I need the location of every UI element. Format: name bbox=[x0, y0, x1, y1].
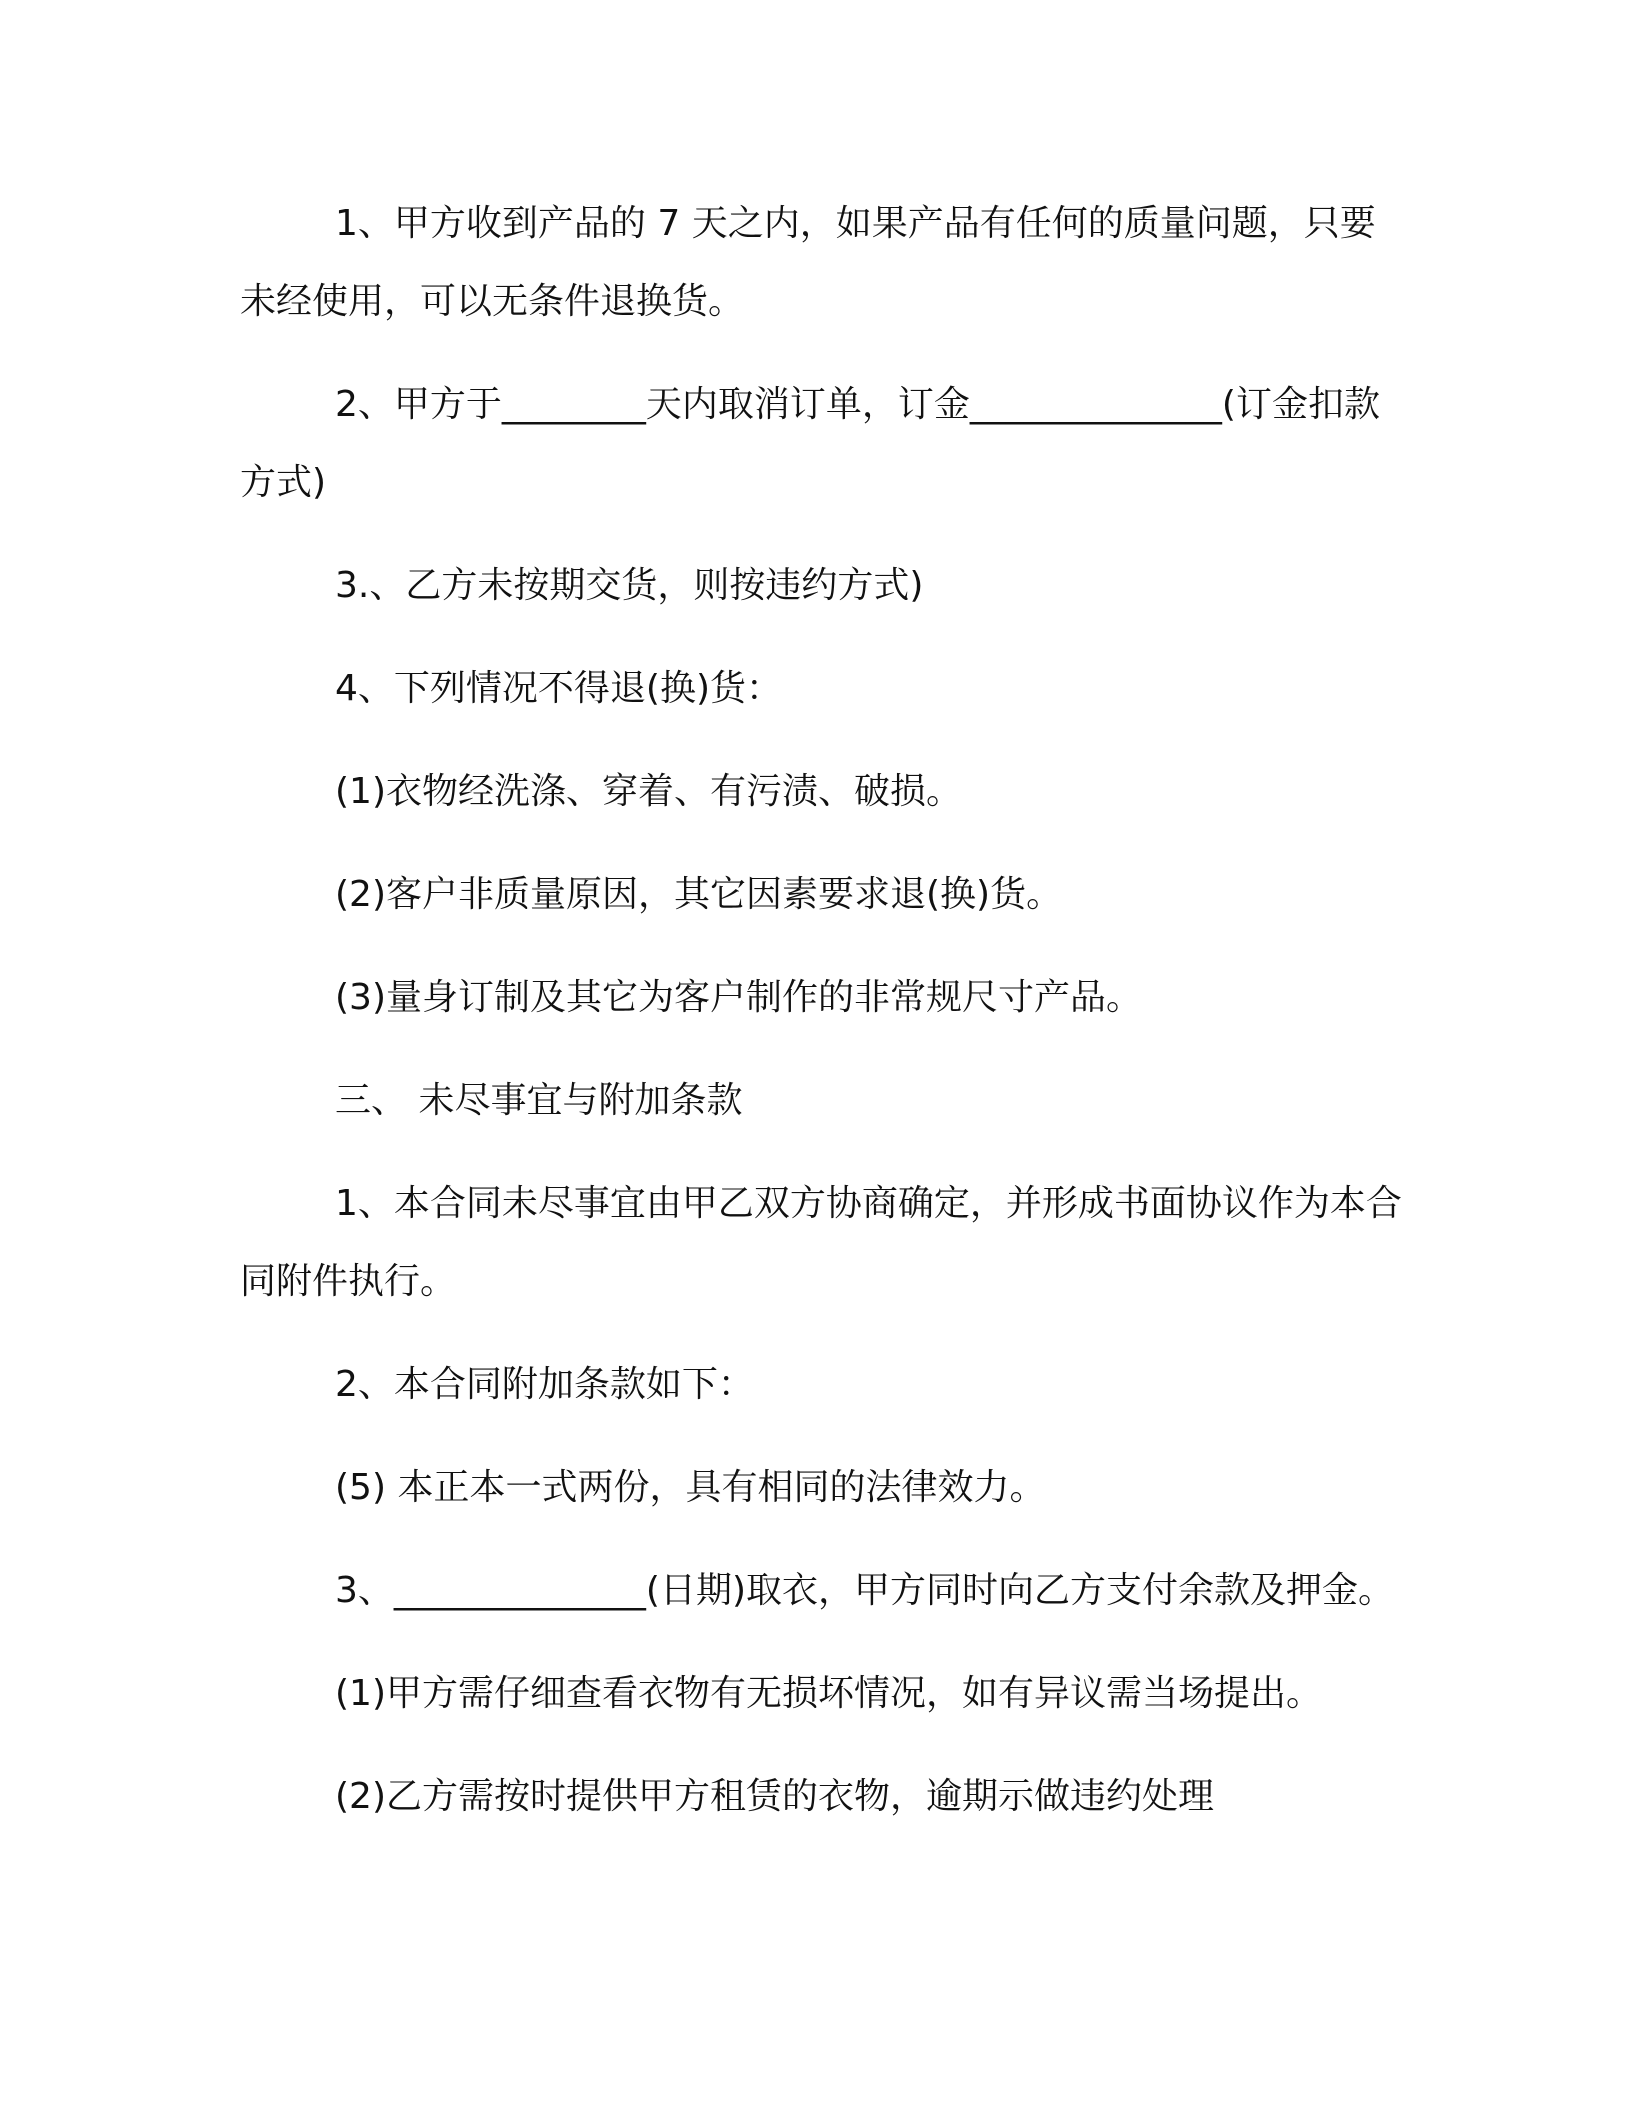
clause-paragraph: 3.、乙方未按期交货，则按违约方式) bbox=[335, 565, 924, 606]
list-item: (1)甲方需仔细查看衣物有无损坏情况，如有异议需当场提出。 bbox=[335, 1673, 1322, 1714]
document-body bbox=[240, 185, 1410, 1861]
clause-paragraph: 2、本合同附加条款如下： bbox=[335, 1364, 754, 1405]
list-item: (5) 本正本一式两份，具有相同的法律效力。 bbox=[335, 1467, 1046, 1508]
list-item: (2)乙方需按时提供甲方租赁的衣物，逾期示做违约处理 bbox=[335, 1776, 1214, 1817]
clause-paragraph: 3、______________(日期)取衣，甲方同时向乙方支付余款及押金。 bbox=[335, 1570, 1394, 1611]
list-item: (1)衣物经洗涤、穿着、有污渍、破损。 bbox=[335, 771, 962, 812]
clause-paragraph: 2、甲方于________天内取消订单，订金______________(订金扣款方式) bbox=[240, 384, 1380, 503]
clause-paragraph: 1、甲方收到产品的 7 天之内，如果产品有任何的质量问题，只要未经使用，可以无条件退换货。 bbox=[240, 203, 1376, 322]
section-heading: 三、 未尽事宜与附加条款 bbox=[335, 1080, 743, 1121]
clause-paragraph: 4、下列情况不得退(换)货： bbox=[335, 668, 782, 709]
clause-paragraph: 1、本合同未尽事宜由甲乙双方协商确定，并形成书面协议作为本合同附件执行。 bbox=[240, 1183, 1402, 1302]
list-item: (3)量身订制及其它为客户制作的非常规尺寸产品。 bbox=[335, 977, 1142, 1018]
list-item: (2)客户非质量原因，其它因素要求退(换)货。 bbox=[335, 874, 1063, 915]
